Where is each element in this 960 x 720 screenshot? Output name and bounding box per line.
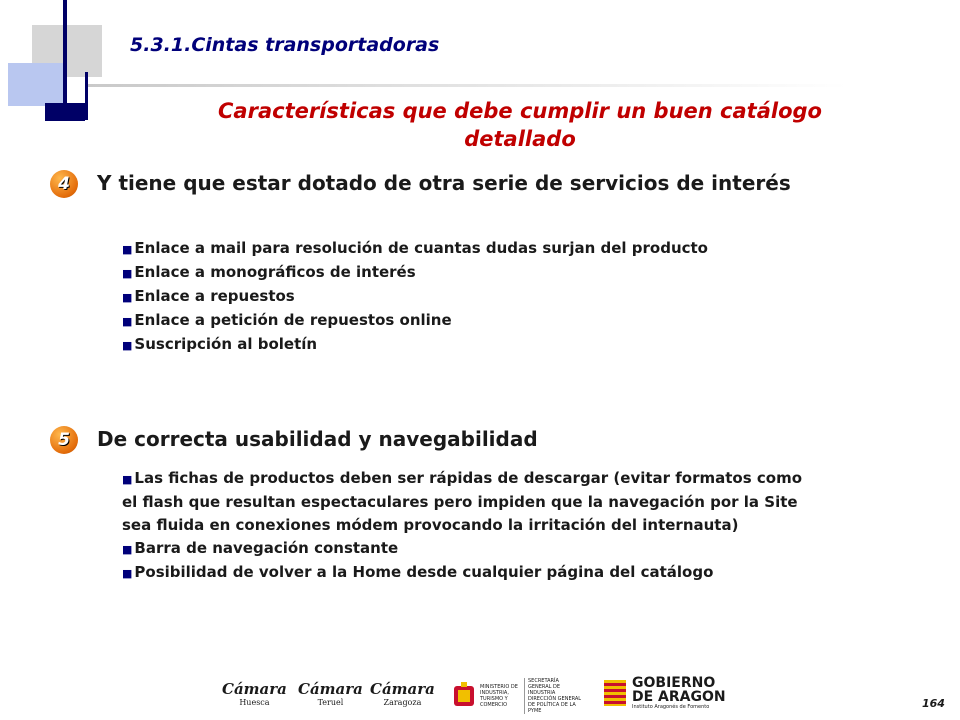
- logo-gobierno-aragon: [604, 676, 726, 710]
- logo-camara-zaragoza: Cámara Zaragoza: [370, 680, 435, 707]
- breadcrumb: 5.3.1.Cintas transportadoras: [130, 34, 440, 56]
- logo-camara-huesca: Cámara Huesca: [222, 680, 287, 707]
- bullet-marker-icon: ■: [122, 315, 133, 328]
- bullet-marker-icon: ■: [122, 267, 133, 280]
- list-item: ■ Posibilidad de volver a la Home desde cualquier página del catálogo: [122, 563, 714, 581]
- bullet-marker-icon: ■: [122, 473, 133, 486]
- list-item: ■ Suscripción al boletín: [122, 335, 318, 353]
- list-item: ■ Enlace a petición de repuestos online: [122, 311, 452, 329]
- secretaria-text: SECRETARÍA GENERAL DE INDUSTRIA: [528, 678, 561, 696]
- list-item: ■ Las fichas de productos deben ser rápidas de descargar (evitar formatos como el flash que resultan espectaculares pero impiden que la navegación por la Site sea fluida en conexiones módem provocando la irritación del internauta): [122, 469, 803, 534]
- list-item: ■ Enlace a monográficos de interés: [122, 263, 416, 281]
- page-number: 164: [922, 697, 945, 710]
- logo-camara-teruel: Cámara Teruel: [298, 680, 363, 707]
- header-rule: [88, 84, 848, 87]
- instituto-text: Instituto Aragonés de Fomento: [632, 704, 710, 710]
- page-title: Características que debe cumplir un buen catálogo detallado: [218, 99, 822, 151]
- section-number-badge: 4: [50, 170, 78, 198]
- corner-decoration-blue: [8, 63, 66, 106]
- bullet-list: [122, 467, 822, 585]
- logo-ministerio: [452, 678, 592, 714]
- aragon-text: DE ARAGON: [632, 689, 726, 705]
- gobierno-text: GOBIERNO: [632, 675, 716, 691]
- coat-of-arms-icon: [452, 682, 476, 710]
- corner-decoration-block: [45, 103, 85, 121]
- section-number-badge: 5: [50, 426, 78, 454]
- corner-decoration-line-2: [85, 72, 88, 120]
- bullet-marker-icon: ■: [122, 543, 133, 556]
- direccion-text: DIRECCIÓN GENERAL DE POLÍTICA DE LA PYME: [528, 696, 582, 714]
- ministerio-text: MINISTERIO DE INDUSTRIA, TURISMO Y COMERCIO: [480, 684, 518, 708]
- bullet-marker-icon: ■: [122, 243, 133, 256]
- list-item: ■ Enlace a mail para resolución de cuantas dudas surjan del producto: [122, 239, 708, 257]
- bullet-list: [122, 237, 852, 357]
- aragon-flag-icon: [604, 680, 626, 706]
- bullet-marker-icon: ■: [122, 291, 133, 304]
- corner-decoration-line: [63, 0, 67, 120]
- list-item: ■ Enlace a repuestos: [122, 287, 295, 305]
- bullet-marker-icon: ■: [122, 339, 133, 352]
- section-heading: De correcta usabilidad y navegabilidad: [97, 427, 538, 451]
- list-item: ■ Barra de navegación constante: [122, 539, 399, 557]
- section-heading: Y tiene que estar dotado de otra serie de servicios de interés: [97, 171, 791, 195]
- bullet-marker-icon: ■: [122, 567, 133, 580]
